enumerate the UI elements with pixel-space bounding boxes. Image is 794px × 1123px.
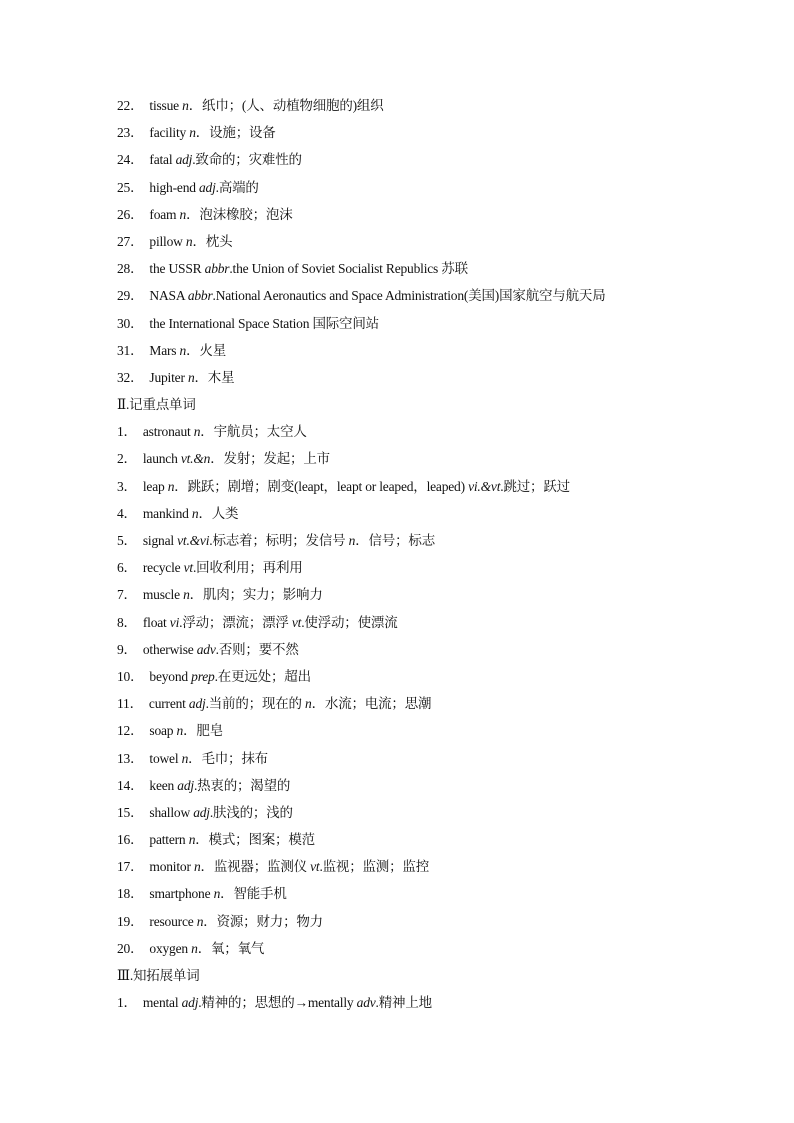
vocab-entry <box>117 527 757 554</box>
entry-part-of-speech: abbr <box>204 261 230 277</box>
entry-word: foam <box>149 206 177 222</box>
entry-word: Mars <box>149 342 177 358</box>
entry-number: 19． <box>117 913 144 929</box>
entry-definition: .使浮动；使漂流 <box>301 614 398 630</box>
entry-word: tissue <box>149 98 179 113</box>
entry-definition: .热衷的；渴望的 <box>193 777 291 793</box>
entry-definition: ．枕头 <box>192 233 233 249</box>
entry-number: 23． <box>117 125 144 141</box>
entry-part-of-speech: adj <box>193 804 210 820</box>
entry-part-of-speech: n <box>191 940 198 956</box>
entry-part-of-speech: n <box>189 125 196 141</box>
vocab-entry <box>117 799 757 826</box>
entry-number: 32． <box>117 369 144 385</box>
vocab-entry <box>117 174 757 201</box>
vocab-entry <box>117 500 757 527</box>
entry-word: oxygen <box>149 940 188 956</box>
entry-part-of-speech: n <box>348 533 356 548</box>
entry-definition: .回收利用；再利用 <box>192 560 303 576</box>
entry-number: 1． <box>117 995 137 1011</box>
entry-part-of-speech: n <box>213 886 221 902</box>
entry-definition: ．设施；设备 <box>195 125 276 141</box>
entry-definition: ．资源；财力；物力 <box>203 913 323 929</box>
vocab-entry <box>117 690 757 717</box>
entry-definition: ．肌肉；实力；影响力 <box>189 587 323 603</box>
vocab-entry <box>117 228 757 255</box>
entry-part-of-speech: vt <box>310 859 320 875</box>
entry-definition: ．宇航员；太空人 <box>200 424 307 440</box>
entry-definition: ．跳跃；剧增；剧变(leapt，leapt or leaped，leaped) <box>174 478 469 494</box>
vocab-entry <box>117 473 757 500</box>
entry-definition: ．毛巾；抹布 <box>188 750 268 766</box>
entry-part-of-speech: n <box>305 696 312 712</box>
entry-definition: ．氧；氧气 <box>197 940 265 956</box>
entry-definition: ．监视器；监测仪 <box>200 859 311 875</box>
entry-definition: .标志着；标明；发信号 <box>209 533 349 548</box>
entry-word: mental <box>142 995 179 1011</box>
vocab-entry <box>117 201 757 228</box>
entry-number: 20． <box>117 940 144 956</box>
entry-part-of-speech: vt.&vi <box>177 533 210 548</box>
entry-word: facility <box>149 125 187 141</box>
entry-word: muscle <box>142 587 180 603</box>
entry-number: 16． <box>117 832 144 848</box>
entry-word: towel <box>149 750 179 766</box>
vocab-entry <box>117 119 757 146</box>
vocab-entry <box>117 880 757 907</box>
vocab-entry <box>117 989 757 1016</box>
entry-number: 27． <box>117 233 144 249</box>
entry-number: 10． <box>117 668 144 684</box>
entry-part-of-speech: vt <box>291 614 302 630</box>
entry-number: 7． <box>117 587 137 603</box>
entry-word: monitor <box>149 859 191 875</box>
vocab-entry <box>117 418 757 445</box>
entry-definition: .精神的；思想的→mentally <box>198 995 357 1011</box>
entry-number: 11． <box>117 696 143 712</box>
entry-part-of-speech: n <box>181 750 189 766</box>
entry-definition: .否则；要不然 <box>215 641 299 657</box>
entry-definition: .致命的；灾难性的 <box>192 152 302 168</box>
entry-number: 3． <box>117 478 137 494</box>
entry-number: 1． <box>117 424 137 440</box>
entry-part-of-speech: adj <box>181 995 199 1011</box>
entry-word: signal <box>142 533 174 548</box>
entry-number: 2． <box>117 451 137 467</box>
entry-number: 29． <box>117 288 144 304</box>
entry-part-of-speech: n <box>182 98 189 113</box>
entry-number: 9． <box>117 641 137 657</box>
vocab-entry <box>117 826 757 853</box>
entry-definition: .National Aeronautics and Space Administration(美国)国家航空与航天局 <box>212 288 606 304</box>
entry-word: fatal <box>149 152 173 168</box>
entry-part-of-speech: adj <box>198 179 216 195</box>
entry-number: 25． <box>117 179 144 195</box>
entry-part-of-speech: adj <box>177 777 194 793</box>
entry-word: resource <box>149 913 194 929</box>
vocab-entry <box>117 663 757 690</box>
vocab-entry <box>117 92 757 119</box>
entry-part-of-speech: n <box>179 206 187 222</box>
vocab-entry <box>117 310 757 337</box>
entry-definition: ．人类 <box>198 505 239 521</box>
entry-word: otherwise <box>142 641 194 657</box>
entry-part-of-speech: n <box>193 859 201 875</box>
entry-part-of-speech: prep <box>191 668 215 684</box>
vocab-entry <box>117 853 757 880</box>
entry-part-of-speech: n <box>187 369 195 385</box>
entry-definition: .肤浅的；浅的 <box>209 804 293 820</box>
entry-part-of-speech: adj <box>188 696 206 712</box>
entry-definition: ．木星 <box>194 369 235 385</box>
entry-definition: .精神上地 <box>375 995 432 1011</box>
entry-definition: ．模式；图案；模范 <box>195 832 315 848</box>
entry-word: keen <box>149 777 175 793</box>
entry-word: beyond <box>149 668 188 684</box>
entry-number: 18． <box>117 886 144 902</box>
vocab-entry <box>117 445 757 472</box>
entry-part-of-speech: n <box>188 832 196 848</box>
entry-word: mankind <box>142 505 189 521</box>
entry-number: 31． <box>117 342 144 358</box>
vocab-entry <box>117 282 757 309</box>
entry-number: 26． <box>117 206 144 222</box>
entry-part-of-speech: vt.&n <box>180 451 211 467</box>
vocab-entry <box>117 581 757 608</box>
vocab-entry <box>117 935 757 962</box>
entry-definition: ．泡沫橡胶；泡沫 <box>186 206 293 222</box>
entry-part-of-speech: abbr <box>187 288 213 304</box>
entry-part-of-speech: n <box>196 913 204 929</box>
entry-definition: .高端的 <box>215 179 259 195</box>
entry-word: high-end <box>149 179 196 195</box>
entry-word: NASA <box>149 288 185 304</box>
entry-definition: ．纸巾；(人、动植物细胞的)组织 <box>188 98 384 113</box>
entry-definition: ．肥皂 <box>183 723 224 739</box>
entry-number: 4． <box>117 505 137 521</box>
vocab-entry <box>117 772 757 799</box>
entry-part-of-speech: n <box>185 233 193 249</box>
entry-word: pattern <box>149 832 186 848</box>
vocab-entry <box>117 554 757 581</box>
entry-number: 13． <box>117 750 144 766</box>
entry-word: shallow <box>149 804 191 820</box>
entry-part-of-speech: adj <box>175 152 193 168</box>
vocab-entry <box>117 908 757 935</box>
entry-word: soap <box>149 723 174 739</box>
entry-part-of-speech: adv <box>356 995 376 1011</box>
entry-word: the USSR <box>149 261 202 277</box>
entry-definition: .监视；监测；监控 <box>319 859 430 875</box>
section-heading-key-words: Ⅱ.记重点单词 <box>117 397 196 413</box>
entry-word: current <box>148 696 186 712</box>
vocab-entry <box>117 364 757 391</box>
vocab-entry <box>117 255 757 282</box>
entry-number: 6． <box>117 560 137 576</box>
vocab-entry <box>117 636 757 663</box>
entry-definition: .浮动；漂流；漂浮 <box>179 614 292 630</box>
entry-number: 22． <box>117 98 144 113</box>
entry-word: launch <box>142 451 178 467</box>
vocab-entry <box>117 337 757 364</box>
entry-definition: ．智能手机 <box>220 886 287 902</box>
entry-word: smartphone <box>149 886 211 902</box>
entry-definition: 国际空间站 <box>309 315 379 331</box>
entry-part-of-speech: n <box>191 505 199 521</box>
vocabulary-list <box>117 92 757 1016</box>
entry-part-of-speech: vt <box>183 560 193 576</box>
entry-number: 12． <box>117 723 144 739</box>
entry-definition: ．火星 <box>186 342 227 358</box>
entry-number: 28． <box>117 261 144 277</box>
entry-part-of-speech: n <box>179 342 187 358</box>
entry-word: pillow <box>149 233 183 249</box>
entry-definition: .跳过；跃过 <box>500 478 570 494</box>
section-key-words <box>117 418 757 962</box>
entry-part-of-speech: n <box>183 587 190 603</box>
entry-part-of-speech: n <box>176 723 184 739</box>
entry-part-of-speech: vi <box>169 614 180 630</box>
vocab-entry <box>117 609 757 636</box>
entry-word: Jupiter <box>149 369 185 385</box>
entry-number: 5． <box>117 533 137 548</box>
entry-word: recycle <box>142 560 181 576</box>
entry-number: 8． <box>117 614 137 630</box>
entry-part-of-speech: adv <box>196 641 216 657</box>
entry-word: leap <box>142 478 165 494</box>
entry-number: 14． <box>117 777 144 793</box>
entry-word: the International Space Station <box>149 315 310 331</box>
section-word-list-continued <box>117 92 757 391</box>
section-heading-extended-words: Ⅲ.知拓展单词 <box>117 968 200 983</box>
entry-part-of-speech: vi.&vt <box>468 478 501 494</box>
vocab-entry <box>117 146 757 173</box>
entry-definition: .在更远处；超出 <box>214 668 311 684</box>
entry-word: float <box>142 614 167 630</box>
entry-definition: ．发射；发起；上市 <box>210 451 330 467</box>
section-extended-words <box>117 989 757 1016</box>
vocab-entry <box>117 717 757 744</box>
entry-number: 30． <box>117 315 144 331</box>
entry-number: 17． <box>117 859 144 875</box>
entry-definition: .当前的；现在的 <box>205 696 306 712</box>
entry-part-of-speech: n <box>193 424 201 440</box>
entry-number: 24． <box>117 152 144 168</box>
entry-number: 15． <box>117 804 144 820</box>
entry-definition: .the Union of Soviet Socialist Republics 苏联 <box>229 261 468 277</box>
entry-definition: ．水流；电流；思潮 <box>311 696 432 712</box>
entry-word: astronaut <box>142 424 191 440</box>
entry-definition: ．信号；标志 <box>355 533 436 548</box>
vocab-entry <box>117 745 757 772</box>
entry-part-of-speech: n <box>167 478 175 494</box>
